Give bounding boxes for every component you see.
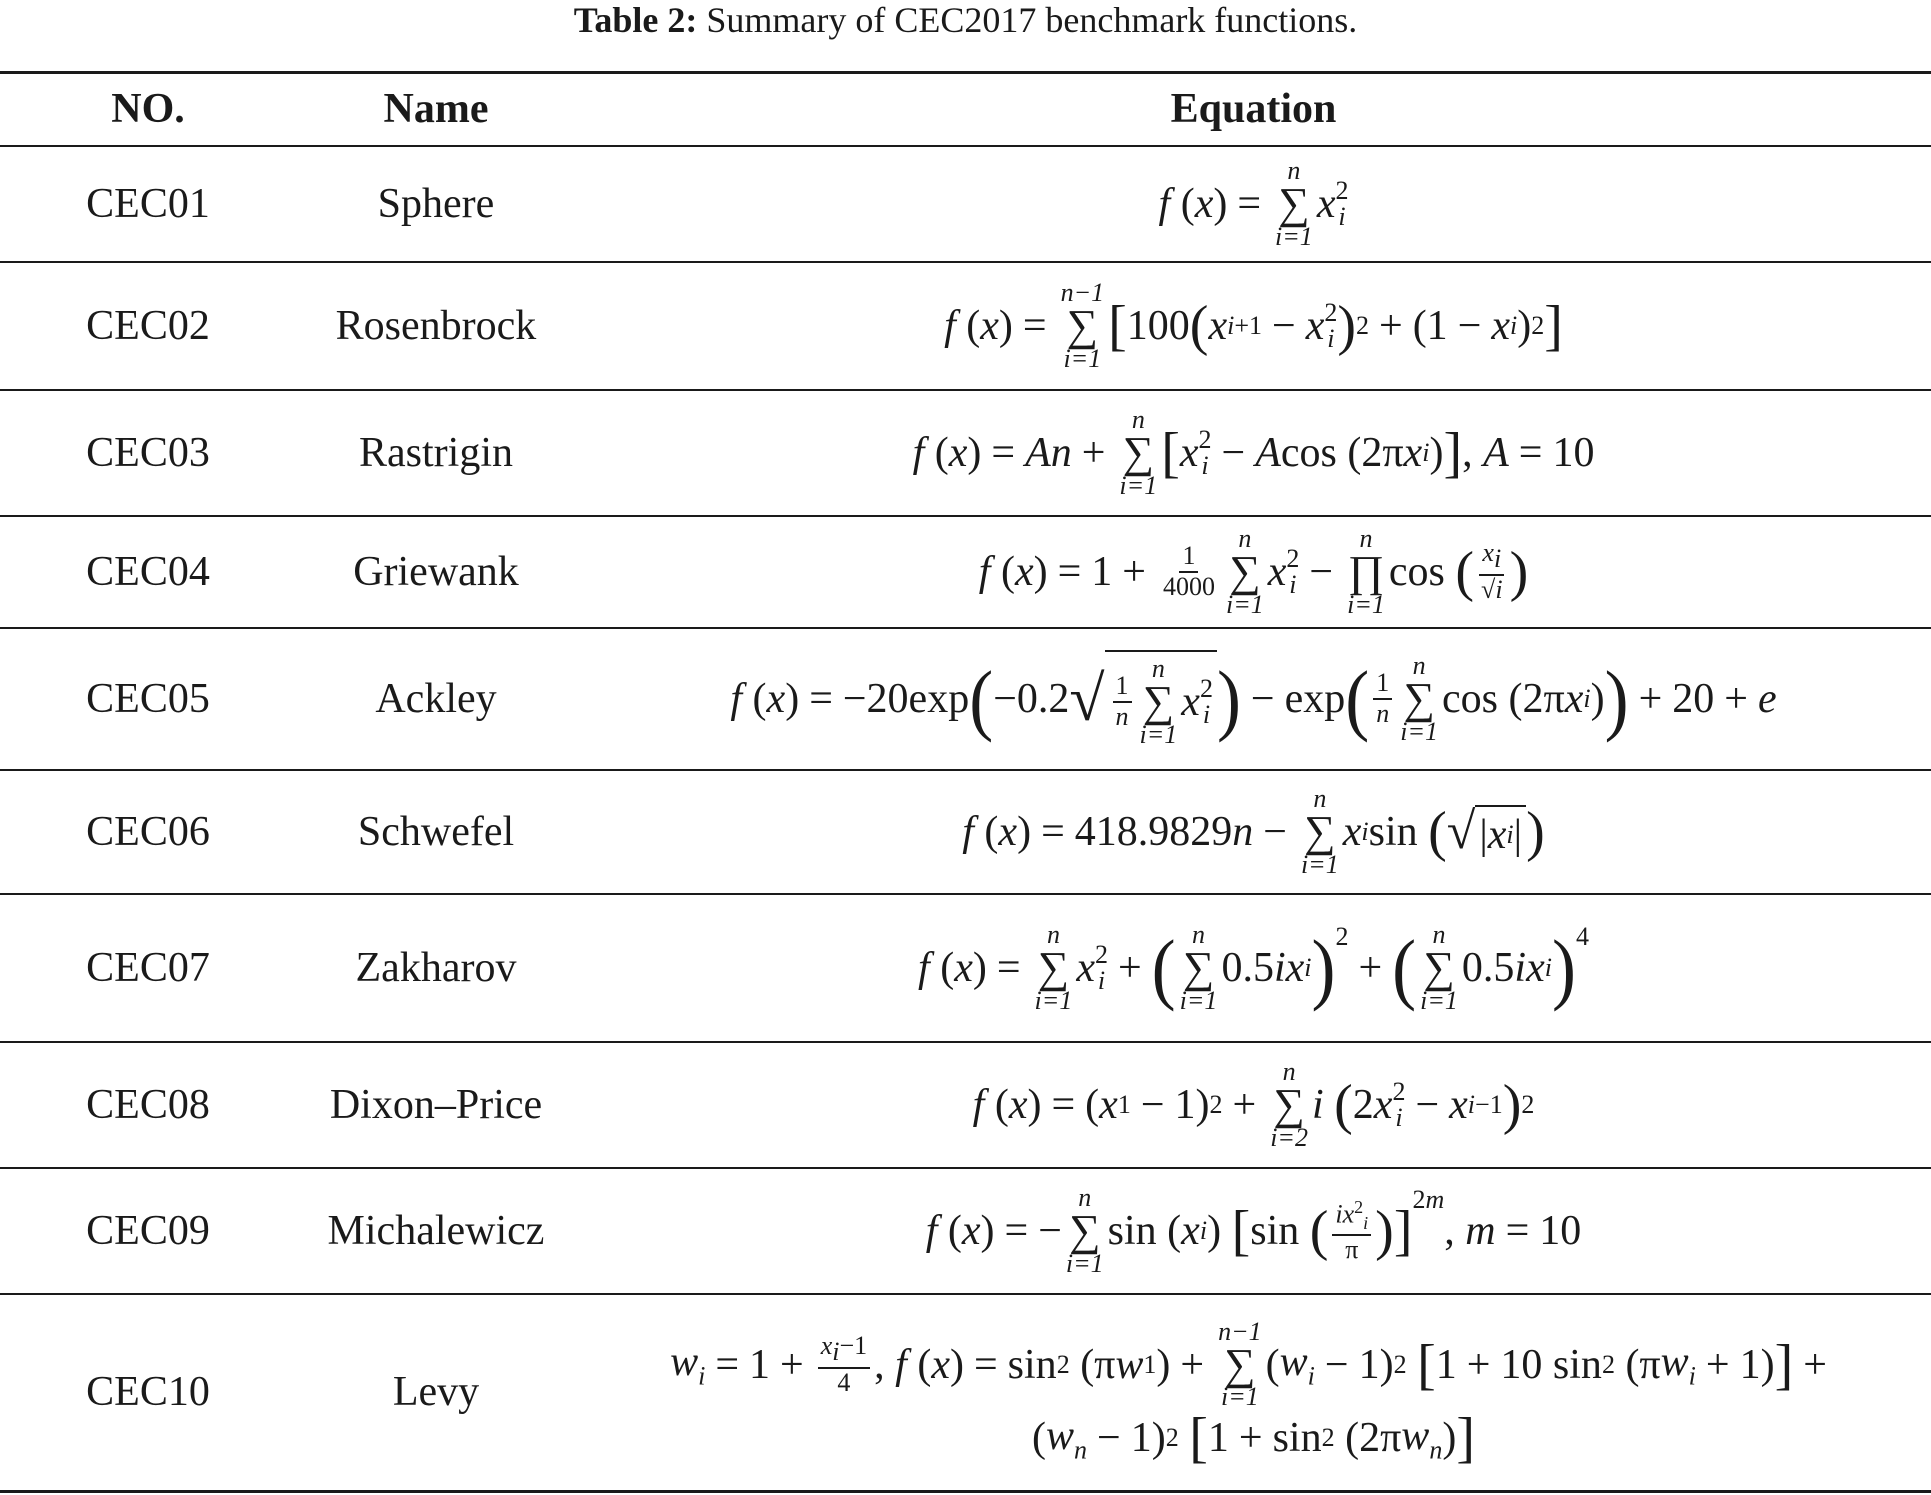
row-equation: f ( x ) = 1 + $\frac{1}{4000}$ n ∑ i=1 x 2 i − n ∏ i=1 cos ( $\frac{x_i}{√i}$ ): [978, 524, 1529, 619]
row-equation: f ( x ) = ( x 1 − 1) 2 + n ∑ i=2 i ( 2 x 2 i − x i−1 ) 2: [972, 1057, 1535, 1152]
row-no: CEC08: [86, 1081, 210, 1128]
row-name: Dixon–Price: [329, 1081, 543, 1128]
row-no: CEC10: [86, 1369, 210, 1416]
table-row: [0, 1043, 1931, 1169]
header-equation: Equation: [1170, 86, 1337, 133]
table-row: [0, 1295, 1931, 1493]
table-row: [0, 771, 1931, 895]
row-name: Zakharov: [355, 944, 517, 991]
table-row: [0, 895, 1931, 1043]
row-name: Levy: [392, 1369, 480, 1416]
row-equation: f ( x ) = 418.9829 n − n ∑ i=1 x i sin ( √ | x i | ): [962, 784, 1545, 879]
table-header-row: [0, 71, 1931, 147]
header-name: Name: [383, 86, 489, 133]
caption-text: Summary of CEC2017 benchmark functions.: [697, 0, 1358, 40]
row-equation: f ( x ) = n ∑ i=1 x 2 i + ( n ∑ i=1 0.5 ix i ) $^2$ + ( n ∑ i=1 0.5 ix i ) $^4$: [918, 920, 1589, 1015]
row-name: Schwefel: [357, 808, 515, 855]
table-row: [0, 517, 1931, 629]
table-row: [0, 147, 1931, 263]
row-name: Rosenbrock: [335, 302, 537, 349]
row-no: CEC04: [86, 548, 210, 595]
table-row: [0, 263, 1931, 391]
row-name: Ackley: [375, 675, 497, 722]
caption-label: Table 2:: [573, 0, 698, 40]
row-no: CEC03: [86, 429, 210, 476]
row-no: CEC09: [86, 1207, 210, 1254]
row-no: CEC02: [86, 302, 210, 349]
row-name: Michalewicz: [327, 1207, 545, 1254]
row-name: Sphere: [377, 180, 495, 227]
table-row: [0, 1169, 1931, 1295]
row-equation: f ( x ) = An + n ∑ i=1 [ x 2 i − A cos (2π x i ) ] , A = 10: [912, 405, 1595, 500]
row-no: CEC05: [86, 675, 210, 722]
table-row: [0, 391, 1931, 517]
row-no: CEC01: [86, 180, 210, 227]
table-row: [0, 629, 1931, 771]
row-name: Rastrigin: [359, 429, 513, 476]
row-equation: f ( x ) = n ∑ i=1 x 2 i: [1158, 156, 1349, 251]
row-equation: f ( x ) = − n ∑ i=1 sin ( x i ) [ sin ( $\frac{ix^2_i}{\pi}$ ) ] $^{2m}$ , m = 10: [925, 1183, 1582, 1278]
benchmark-table: [0, 71, 1931, 1493]
header-no: NO.: [111, 86, 185, 133]
row-equation: f ( x ) = −20exp ( −0.2 √ $\frac{1}{n}$ n ∑ i=1 x 2 i ) − exp ( $\frac{1}{n}$ n ∑ i=1 cos (2π x i ) ) + 20 + e: [730, 651, 1777, 749]
row-no: CEC07: [86, 944, 210, 991]
row-no: CEC06: [86, 808, 210, 855]
row-equation: $w_i$ = 1 + $\frac{x_i-1}{4}$ , f ( x ) = sin 2 (π w 1 ) + n−1 ∑ i=1 ( $w_i$ − 1) 2 [ 1 + 10 sin 2 (π $w_i$ + 1) ] + ( $w_n$ − 1) 2 [ 1 + sin 2 (2π $w_n$ ) ]: [670, 1316, 1827, 1470]
row-name: Griewank: [353, 548, 519, 595]
row-equation: f ( x ) = n−1 ∑ i=1 [ 100 ( x i+1 − x 2 i ) 2 + (1 − x i ) 2 ]: [944, 278, 1563, 373]
table-caption: [0, 0, 1931, 40]
